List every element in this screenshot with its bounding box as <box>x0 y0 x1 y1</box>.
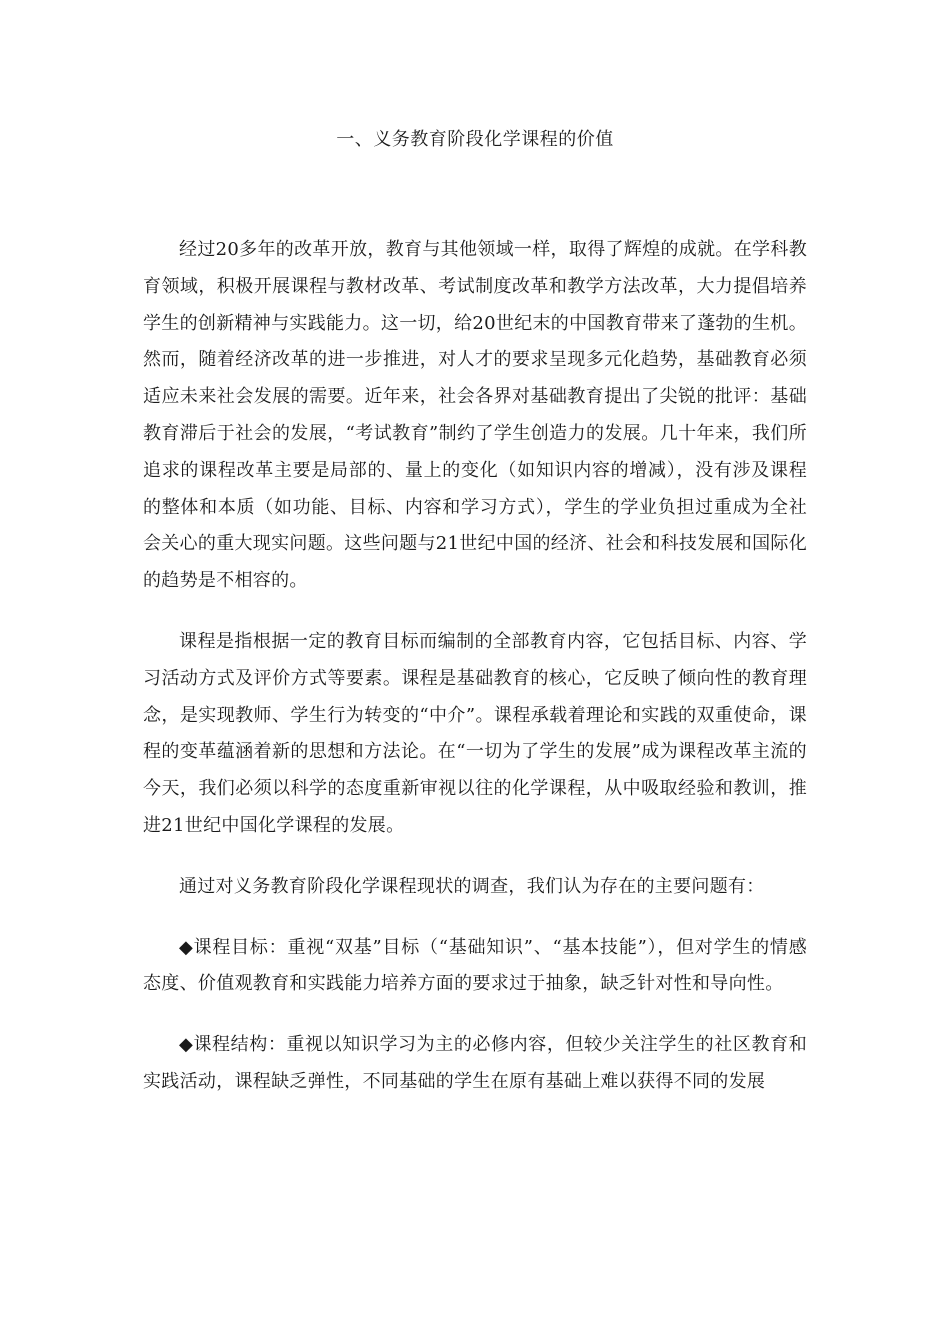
body-text <box>143 232 807 1101</box>
paragraph-curriculum-goals: ◆课程目标：重视“双基”目标（“基础知识”、“基本技能”），但对学生的情感态度、价值观教育和实践能力培养方面的要求过于抽象，缺乏针对性和导向性。 <box>143 936 807 995</box>
paragraph-survey-intro: 通过对义务教育阶段化学课程现状的调查，我们认为存在的主要问题有： <box>179 875 765 897</box>
paragraph-curriculum-definition: 课程是指根据一定的教育目标而编制的全部教育内容，它包括目标、内容、学习活动方式及评价方式等要素。课程是基础教育的核心，它反映了倾向性的教育理念，是实现教师、学生行为转变的“中介”。课程承载着理论和实践的双重使命，课程的变革蕴涵着新的思想和方法论。在“一切为了学生的发展”成为课程改革主流的今天，我们必须以科学的态度重新审视以往的化学课程，从中吸取经验和教训，推进21世纪中国化学课程的发展。 <box>143 630 807 836</box>
paragraph-curriculum-structure: ◆课程结构：重视以知识学习为主的必修内容，但较少关注学生的社区教育和实践活动，课程缺乏弹性，不同基础的学生在原有基础上难以获得不同的发展 <box>143 1034 807 1092</box>
paragraph-reform-background: 经过20多年的改革开放，教育与其他领域一样，取得了辉煌的成就。在学科教育领域，积极开展课程与教材改革、考试制度改革和教学方法改革，大力提倡培养学生的创新精神与实践能力。这一切，给20世纪末的中国教育带来了蓬勃的生机。然而，随着经济改革的进一步推进，对人才的要求呈现多元化趋势，基础教育必须适应未来社会发展的需要。近年来，社会各界对基础教育提出了尖锐的批评：基础教育滞后于社会的发展，“考试教育”制约了学生创造力的发展。几十年来，我们所追求的课程改革主要是局部的、量上的变化（如知识内容的增减），没有涉及课程的整体和本质（如功能、目标、内容和学习方式），学生的学业负担过重成为全社会关心的重大现实问题。这些问题与21世纪中国的经济、社会和科技发展和国际化的趋势是不相容的。 <box>143 239 808 592</box>
section-title: 一、义务教育阶段化学课程的价值 <box>336 129 614 150</box>
